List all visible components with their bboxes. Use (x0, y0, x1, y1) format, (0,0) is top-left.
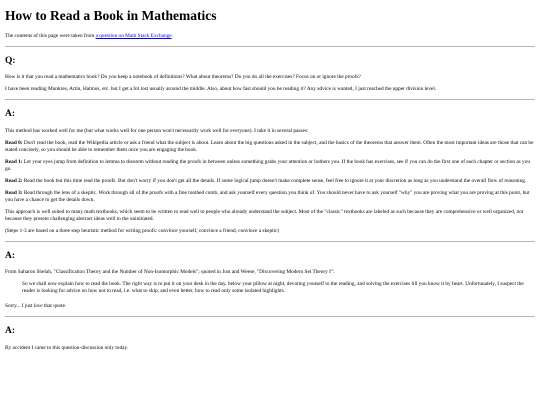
source-note (5, 33, 535, 40)
read-1-label: Read 1: (5, 158, 23, 165)
divider (5, 316, 535, 317)
read-3-paragraph (5, 190, 535, 204)
question-section (5, 57, 535, 93)
sorry-emphasis: love (33, 303, 43, 310)
question-heading: Q: (5, 55, 16, 66)
sorry-prefix: Sorry... I just (5, 303, 34, 310)
read-1-paragraph (5, 159, 535, 173)
question-paragraph-1: How is it that you read a mathematics book? Do you keep a notebook of definitions? What about theorems? Do you do all the exercises? Focus on or ignore the proofs? (5, 74, 361, 81)
read-2-text: Read the book but this time read the proofs. But don't worry if you don't get all the details. If some logical jump doesn't make complete sense, feel free to ignore it at your discretion as long as you understand the overall flow of reasoning. (22, 177, 527, 184)
read-0-text: Don't read the book, read the Wikipedia article or ask a friend what the subject is about. Learn about the big questions asked in the subject, and the basics of the theorems that answer them. Often the most important ideas are those that can be stated concisely, so you should be able to remember them once you are engaging the book. (5, 139, 534, 153)
answer-1-closing-1: This approach is well suited to many math textbooks, which seem to be written to read well to people who already understand the subject. Most of the "classic" textbooks are labeled as such because they are comprehensive or well organized, not because they present challenging abstract ideas well to the uninitiated. (5, 208, 524, 222)
divider (5, 99, 535, 100)
divider (5, 46, 535, 47)
answer-2-intro: From Saharon Shelah, "Classification Theory and the Number of Non-Isomorphic Models"; quoted in Just and Weese, "Discovering Modern Set Theory I": (5, 269, 335, 276)
answer-heading: A: (5, 250, 16, 261)
page-title: How to Read a Book in Mathematics (5, 8, 217, 23)
read-3-text: Read through the lens of a skeptic. Work through all of the proofs with a fine toothed comb, and ask yourself every question you think of. You should never have to ask yourself "why" you are proving what you are proving at this point, but you have a chance to get the details down. (5, 189, 530, 203)
answer-2-sorry (5, 303, 535, 310)
shelah-quote: So we shall now explain how to read the book. The right way is to put it on your desk in the day, below your pillow at night, devoting yourself to the reading, and solving the exercises till you know it by heart. Unfortunately, I suspect the reader is looking for advice on how not to read, i.e. what to skip, and even better, how to read only some isolated highlights. (22, 281, 524, 295)
answer-2-section (5, 252, 535, 310)
answer-3-intro: By accident I came to this question-discussion only today. (5, 344, 129, 351)
read-3-label: Read 3: (5, 189, 23, 196)
divider (5, 241, 535, 242)
answer-1-closing-2: (Steps 1-3 are based on a three step heuristic method for writing proofs: convince yourself, convince a friend, convince a skeptic) (5, 227, 280, 234)
read-1-text: Let your eyes jump from definition to lemma to theorem without reading the proofs in between unless something grabs your attention or bothers you. If the book has exercises, see if you can do the first one of each chapter or section as you go. (5, 158, 530, 172)
read-2-label: Read 2: (5, 177, 23, 184)
read-0-paragraph (5, 140, 535, 154)
source-prefix: The contents of this page were taken from (5, 32, 96, 39)
read-0-label: Read 0: (5, 139, 23, 146)
answer-1-intro: This method has worked well for me (but what works well for one person won't necessarily work well for everyone). I take it in several passes: (5, 127, 309, 134)
source-suffix: . (171, 32, 173, 39)
question-paragraph-2: I have been reading Munkres, Artin, Halmos, etc. but I get a bit lost usually around the middle. Also, about how fast should you be reading it? Any advice is wanted, I just reached the upper division level. (5, 86, 437, 93)
source-link[interactable]: a question on Math Stack Exchange (95, 32, 172, 39)
answer-3-section (5, 327, 535, 351)
answer-1-section (5, 110, 535, 234)
answer-heading: A: (5, 109, 16, 120)
sorry-suffix: that quote. (42, 303, 67, 310)
read-2-paragraph (5, 178, 535, 185)
answer-heading: A: (5, 326, 16, 337)
